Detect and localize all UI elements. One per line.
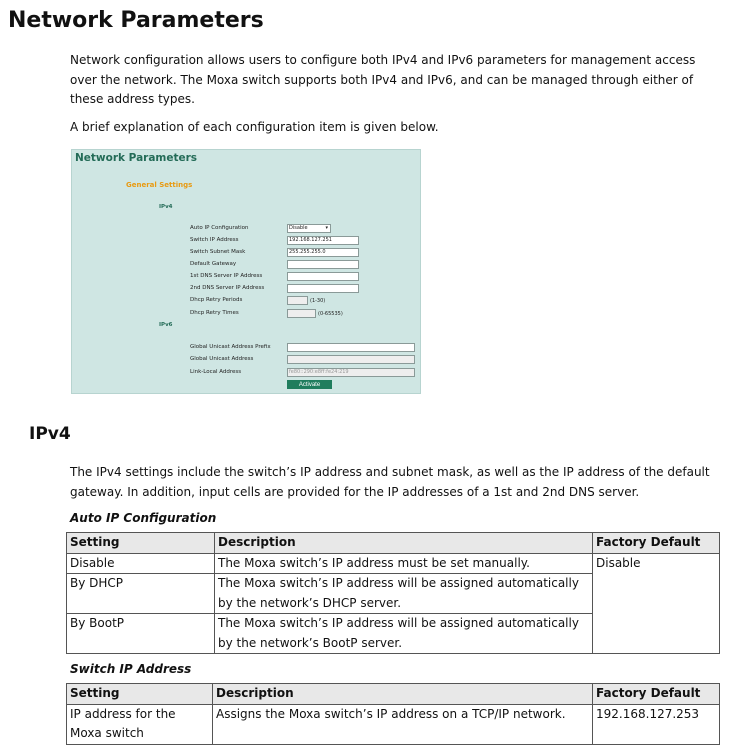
subnet-mask-label: Switch Subnet Mask bbox=[190, 249, 246, 255]
header-setting: Setting bbox=[67, 533, 215, 554]
dhcp-retry-times-label: Dhcp Retry Times bbox=[190, 310, 239, 316]
ipv4-section-label: IPv4 bbox=[159, 204, 173, 210]
auto-ip-table bbox=[66, 532, 720, 654]
header-description: Description bbox=[213, 684, 593, 705]
setting-cell: Disable bbox=[67, 553, 215, 574]
setting-cell: By BootP bbox=[67, 614, 215, 654]
ipv4-heading: IPv4 bbox=[29, 424, 71, 444]
auto-ip-caption: Auto IP Configuration bbox=[70, 511, 217, 525]
global-prefix-label: Global Unicast Address Prefix bbox=[190, 344, 271, 350]
retry-periods-hint: (1-30) bbox=[310, 298, 326, 304]
ipv4-description: The IPv4 settings include the switch’s IP address and subnet mask, as well as the IP address of the default gateway. In addition, input cells are provided for the IP addresses of a 1st and 2nd DNS server. bbox=[70, 465, 710, 499]
chevron-down-icon: ▾ bbox=[325, 225, 328, 231]
description-cell: The Moxa switch’s IP address will be assigned automatically by the network’s BootP server. bbox=[215, 614, 593, 654]
default-cell: 192.168.127.253 bbox=[593, 704, 720, 744]
link-local-input[interactable]: fe80::290:e8ff:fe24:219 bbox=[287, 368, 415, 377]
table-header-row bbox=[67, 533, 720, 554]
default-cell-empty bbox=[593, 614, 720, 654]
subnet-mask-input[interactable]: 255.255.255.0 bbox=[287, 248, 359, 257]
intro-paragraph: Network configuration allows users to configure both IPv4 and IPv6 parameters for management access over the network. The Moxa switch supports both IPv4 and IPv6, and can be managed through either of these address types. bbox=[70, 53, 696, 106]
header-description: Description bbox=[215, 533, 593, 554]
description-cell: The Moxa switch’s IP address must be set manually. bbox=[215, 553, 593, 574]
dhcp-retry-times-input[interactable] bbox=[287, 309, 316, 318]
general-settings-label: General Settings bbox=[126, 181, 193, 189]
switch-ip-caption: Switch IP Address bbox=[70, 662, 192, 676]
setting-cell: By DHCP bbox=[67, 574, 215, 614]
table-header-row bbox=[67, 684, 720, 705]
activate-button[interactable]: Activate bbox=[287, 380, 332, 389]
global-address-input[interactable] bbox=[287, 355, 415, 364]
table-row bbox=[67, 614, 720, 654]
dns1-label: 1st DNS Server IP Address bbox=[190, 273, 263, 279]
table-row bbox=[67, 574, 720, 614]
header-factory-default: Factory Default bbox=[593, 684, 720, 705]
auto-ip-select[interactable] bbox=[287, 224, 331, 233]
switch-ip-label: Switch IP Address bbox=[190, 237, 239, 243]
retry-times-hint: (0-65535) bbox=[318, 311, 343, 317]
description-cell: The Moxa switch’s IP address will be assigned automatically by the network’s DHCP server. bbox=[215, 574, 593, 614]
global-prefix-input[interactable] bbox=[287, 343, 415, 352]
dns2-input[interactable] bbox=[287, 284, 359, 293]
switch-ip-input[interactable]: 192.168.127.251 bbox=[287, 236, 359, 245]
page-title: Network Parameters bbox=[8, 8, 264, 33]
global-address-label: Global Unicast Address bbox=[190, 356, 254, 362]
default-gateway-label: Default Gateway bbox=[190, 261, 237, 267]
default-gateway-input[interactable] bbox=[287, 260, 359, 269]
table-row bbox=[67, 704, 720, 744]
table-row bbox=[67, 553, 720, 574]
dns2-label: 2nd DNS Server IP Address bbox=[190, 285, 265, 291]
auto-ip-value: Disable bbox=[289, 225, 308, 231]
switch-ip-table bbox=[66, 683, 720, 745]
default-cell: Disable bbox=[593, 553, 720, 574]
default-cell-empty bbox=[593, 574, 720, 614]
setting-cell: IP address for the Moxa switch bbox=[67, 704, 213, 744]
auto-ip-label: Auto IP Configuration bbox=[190, 225, 249, 231]
description-cell: Assigns the Moxa switch’s IP address on a TCP/IP network. bbox=[213, 704, 593, 744]
panel-title: Network Parameters bbox=[75, 152, 198, 164]
ipv6-section-label: IPv6 bbox=[159, 322, 173, 328]
header-setting: Setting bbox=[67, 684, 213, 705]
link-local-label: Link-Local Address bbox=[190, 369, 242, 375]
dhcp-retry-periods-input[interactable] bbox=[287, 296, 308, 305]
dns1-input[interactable] bbox=[287, 272, 359, 281]
intro-note: A brief explanation of each configuration item is given below. bbox=[70, 120, 439, 134]
network-parameters-screenshot bbox=[71, 149, 421, 394]
header-factory-default: Factory Default bbox=[593, 533, 720, 554]
dhcp-retry-periods-label: Dhcp Retry Periods bbox=[190, 297, 243, 303]
